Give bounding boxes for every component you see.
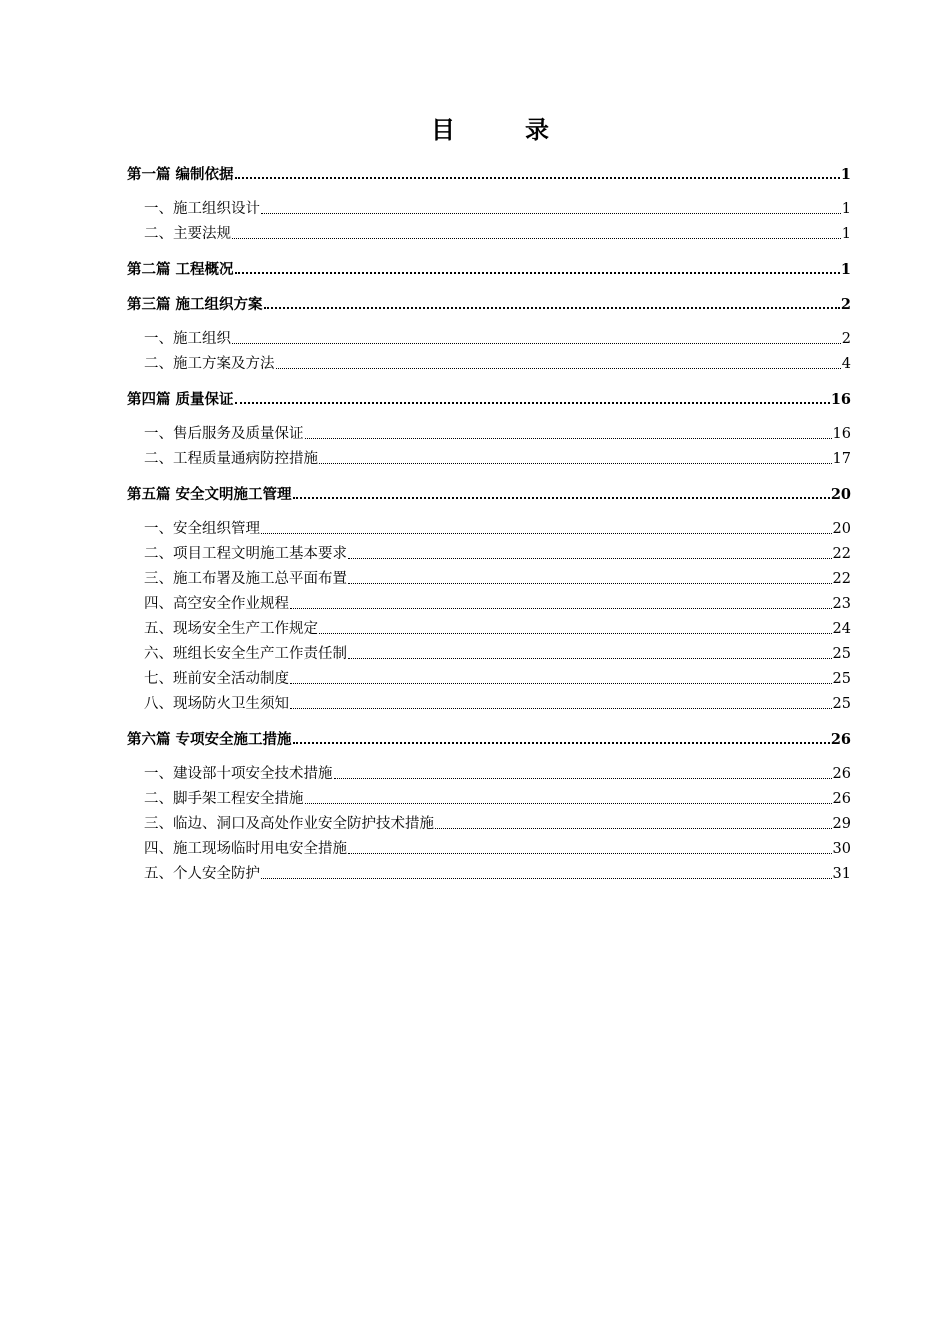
toc-dot-leader — [232, 342, 841, 344]
toc-section-entry[interactable] — [127, 517, 851, 542]
toc-section-entry[interactable] — [127, 642, 851, 667]
toc-chapter-entry[interactable] — [127, 162, 851, 187]
toc-section-label: 一、安全组织管理 — [144, 521, 260, 537]
table-of-contents — [127, 160, 851, 887]
toc-dot-leader — [435, 827, 832, 829]
toc-title-char-2: 录 — [525, 115, 549, 144]
toc-section-entry[interactable] — [127, 447, 851, 472]
toc-dot-leader — [319, 632, 832, 634]
toc-title-char-1: 目 — [431, 115, 455, 144]
toc-page-number: 2 — [840, 296, 851, 313]
toc-section-label: 五、个人安全防护 — [144, 866, 260, 882]
toc-page-number: 22 — [832, 571, 851, 587]
toc-section-entry[interactable] — [127, 222, 851, 247]
toc-page-number: 22 — [832, 546, 851, 562]
toc-dot-leader — [261, 212, 841, 214]
toc-section-entry[interactable] — [127, 762, 851, 787]
toc-section-label: 三、施工布署及施工总平面布置 — [144, 571, 347, 587]
toc-section-entry[interactable] — [127, 667, 851, 692]
toc-dot-leader — [293, 496, 830, 499]
toc-page-number: 26 — [832, 766, 851, 782]
toc-chapter-entry[interactable] — [127, 257, 851, 282]
toc-section-label: 二、项目工程文明施工基本要求 — [144, 546, 347, 562]
toc-dot-leader — [235, 176, 840, 179]
toc-section-entry[interactable] — [127, 592, 851, 617]
toc-page-number: 31 — [832, 866, 851, 882]
toc-page-number: 23 — [832, 596, 851, 612]
toc-page-number: 26 — [830, 731, 851, 748]
toc-dot-leader — [319, 462, 832, 464]
toc-section-entry[interactable] — [127, 352, 851, 377]
toc-section-label: 四、高空安全作业规程 — [144, 596, 289, 612]
toc-dot-leader — [290, 682, 832, 684]
toc-section-entry[interactable] — [127, 197, 851, 222]
toc-dot-leader — [235, 271, 840, 274]
toc-page-number: 25 — [832, 671, 851, 687]
toc-section-entry[interactable] — [127, 422, 851, 447]
toc-section-label: 二、工程质量通病防控措施 — [144, 451, 318, 467]
toc-section-label: 二、主要法规 — [144, 226, 231, 242]
toc-chapter-entry[interactable] — [127, 727, 851, 752]
toc-section-label: 五、现场安全生产工作规定 — [144, 621, 318, 637]
toc-section-entry[interactable] — [127, 837, 851, 862]
toc-page-number: 30 — [832, 841, 851, 857]
toc-dot-leader — [261, 877, 832, 879]
toc-page-number: 1 — [840, 261, 851, 278]
toc-section-entry[interactable] — [127, 812, 851, 837]
toc-page-number: 29 — [832, 816, 851, 832]
toc-section-label: 四、施工现场临时用电安全措施 — [144, 841, 347, 857]
toc-page-number: 4 — [841, 356, 851, 372]
toc-page-number: 16 — [830, 391, 851, 408]
toc-section-entry[interactable] — [127, 567, 851, 592]
toc-dot-leader — [348, 657, 832, 659]
toc-section-label: 七、班前安全活动制度 — [144, 671, 289, 687]
toc-chapter-label: 第一篇 编制依据 — [127, 166, 234, 183]
toc-chapter-label: 第四篇 质量保证 — [127, 391, 234, 408]
toc-dot-leader — [232, 237, 841, 239]
toc-dot-leader — [348, 852, 832, 854]
toc-section-label: 一、施工组织 — [144, 331, 231, 347]
toc-page-number: 1 — [841, 226, 851, 242]
toc-section-entry[interactable] — [127, 862, 851, 887]
toc-section-label: 一、建设部十项安全技术措施 — [144, 766, 333, 782]
toc-chapter-entry[interactable] — [127, 387, 851, 412]
toc-section-label: 二、脚手架工程安全措施 — [144, 791, 304, 807]
toc-section-label: 一、售后服务及质量保证 — [144, 426, 304, 442]
toc-dot-leader — [334, 777, 832, 779]
toc-page-number: 17 — [832, 451, 851, 467]
toc-page-number: 26 — [832, 791, 851, 807]
toc-section-label: 八、现场防火卫生须知 — [144, 696, 289, 712]
toc-page-number: 25 — [832, 696, 851, 712]
toc-page-number: 24 — [832, 621, 851, 637]
toc-page-number: 1 — [840, 166, 851, 183]
toc-section-label: 六、班组长安全生产工作责任制 — [144, 646, 347, 662]
toc-page-number: 25 — [832, 646, 851, 662]
toc-section-entry[interactable] — [127, 327, 851, 352]
toc-dot-leader — [305, 437, 832, 439]
toc-title — [0, 112, 950, 148]
toc-dot-leader — [235, 401, 830, 404]
toc-page-number: 16 — [832, 426, 851, 442]
toc-section-entry[interactable] — [127, 787, 851, 812]
toc-dot-leader — [290, 607, 832, 609]
toc-page-number: 1 — [841, 201, 851, 217]
toc-section-label: 二、施工方案及方法 — [144, 356, 275, 372]
toc-section-entry[interactable] — [127, 542, 851, 567]
toc-chapter-label: 第三篇 施工组织方案 — [127, 296, 263, 313]
toc-dot-leader — [305, 802, 832, 804]
toc-dot-leader — [293, 741, 830, 744]
toc-page-number: 20 — [830, 486, 851, 503]
toc-section-label: 一、施工组织设计 — [144, 201, 260, 217]
toc-dot-leader — [264, 306, 840, 309]
toc-section-entry[interactable] — [127, 692, 851, 717]
toc-chapter-label: 第六篇 专项安全施工措施 — [127, 731, 292, 748]
toc-dot-leader — [348, 582, 832, 584]
toc-chapter-label: 第五篇 安全文明施工管理 — [127, 486, 292, 503]
toc-page-number: 20 — [832, 521, 851, 537]
toc-section-entry[interactable] — [127, 617, 851, 642]
toc-dot-leader — [290, 707, 832, 709]
toc-dot-leader — [348, 557, 832, 559]
toc-page-number: 2 — [841, 331, 851, 347]
toc-dot-leader — [276, 367, 841, 369]
toc-chapter-entry[interactable] — [127, 292, 851, 317]
toc-chapter-label: 第二篇 工程概况 — [127, 261, 234, 278]
toc-dot-leader — [261, 532, 832, 534]
toc-chapter-entry[interactable] — [127, 482, 851, 507]
toc-section-label: 三、临边、洞口及高处作业安全防护技术措施 — [144, 816, 434, 832]
